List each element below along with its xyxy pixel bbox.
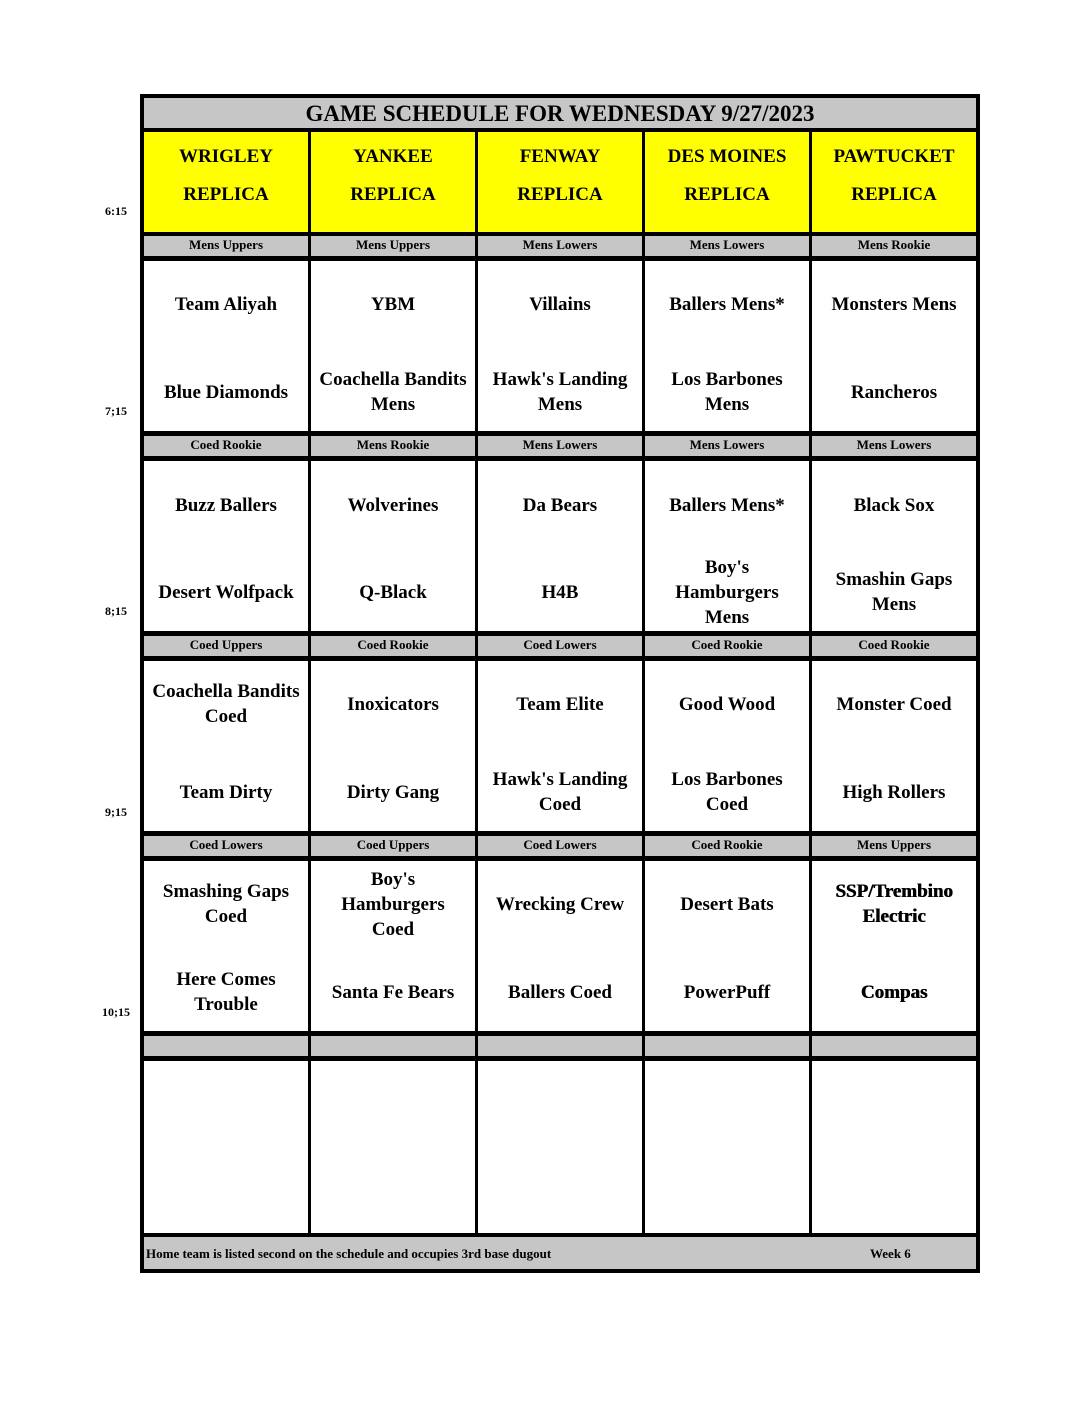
time-label: 9;15 — [105, 805, 127, 819]
game-cell — [645, 261, 809, 431]
venue-subtitle: REPLICA — [684, 184, 770, 205]
game-cell — [478, 1061, 642, 1233]
game-cell — [478, 261, 642, 431]
away-team — [144, 1064, 308, 1144]
game-cell — [311, 661, 475, 831]
game-cell — [645, 461, 809, 631]
division-label: Coed Rookie — [311, 636, 475, 656]
away-team: YBM — [370, 293, 416, 315]
division-label: Mens Lowers — [478, 436, 642, 456]
game-cell — [812, 1061, 976, 1233]
venue-name: YANKEE — [353, 146, 433, 167]
venue-name: WRIGLEY — [179, 146, 273, 167]
venue-name: FENWAY — [519, 146, 601, 167]
time-label: 7;15 — [105, 404, 127, 418]
division-label: Coed Uppers — [144, 636, 308, 656]
away-team — [478, 1064, 642, 1144]
home-team: Q-Black — [359, 581, 427, 603]
game-cell — [144, 861, 308, 1031]
venue-header — [812, 132, 976, 232]
division-label: Coed Rookie — [144, 436, 308, 456]
venue-header — [311, 132, 475, 232]
venue-subtitle: REPLICA — [350, 184, 436, 205]
away-team: Ballers Mens* — [669, 494, 785, 516]
home-team: Rancheros — [850, 381, 938, 403]
division-label — [478, 1036, 642, 1056]
home-team — [812, 1152, 976, 1232]
game-cell — [144, 661, 308, 831]
venue-name: DES MOINES — [667, 146, 787, 167]
away-team: Da Bears — [522, 494, 598, 516]
home-team: Santa Fe Bears — [331, 981, 455, 1003]
division-label: Mens Rookie — [812, 236, 976, 256]
game-cell — [478, 461, 642, 631]
schedule-title: GAME SCHEDULE FOR WEDNESDAY 9/27/2023 — [144, 98, 976, 128]
division-label — [812, 1036, 976, 1056]
away-team: Monster Coed — [836, 693, 952, 715]
schedule-table — [140, 94, 980, 1273]
game-cell — [144, 1061, 308, 1233]
division-label — [144, 1036, 308, 1056]
home-team: H4B — [541, 581, 579, 603]
division-label: Mens Uppers — [812, 836, 976, 856]
away-team: Smashing Gaps Coed — [162, 881, 290, 927]
home-team: Smashin Gaps Mens — [835, 569, 953, 615]
away-team: SSP/Trembino Electric — [835, 881, 953, 927]
game-cell — [311, 1061, 475, 1233]
away-team — [311, 1064, 475, 1144]
division-label: Coed Rookie — [812, 636, 976, 656]
game-cell — [812, 861, 976, 1031]
game-cell — [311, 861, 475, 1031]
division-label: Coed Lowers — [478, 836, 642, 856]
venue-subtitle: REPLICA — [517, 184, 603, 205]
time-label: 10;15 — [102, 1005, 130, 1019]
venue-subtitle: REPLICA — [183, 184, 269, 205]
game-cell — [144, 261, 308, 431]
away-team: Wolverines — [347, 494, 439, 516]
away-team: Ballers Mens* — [669, 293, 785, 315]
game-cell — [311, 261, 475, 431]
home-team: Compas — [860, 981, 928, 1003]
division-label: Mens Lowers — [478, 236, 642, 256]
division-label: Coed Uppers — [311, 836, 475, 856]
home-team: Desert Wolfpack — [158, 581, 294, 603]
division-label: Mens Rookie — [311, 436, 475, 456]
home-team — [311, 1152, 475, 1232]
division-label: Coed Rookie — [645, 836, 809, 856]
away-team: Good Wood — [678, 693, 776, 715]
game-cell — [645, 661, 809, 831]
venue-subtitle: REPLICA — [851, 184, 937, 205]
away-team: Black Sox — [853, 494, 935, 516]
week-label: Week 6 — [870, 1246, 911, 1261]
venue-header — [478, 132, 642, 232]
division-label: Mens Lowers — [645, 436, 809, 456]
game-cell — [478, 861, 642, 1031]
home-team: Team Dirty — [179, 781, 273, 803]
away-team: Boy's Hamburgers Coed — [341, 868, 445, 940]
away-team: Villains — [529, 293, 591, 315]
away-team: Team Aliyah — [174, 293, 278, 315]
venue-name: PAWTUCKET — [833, 146, 955, 167]
away-team — [645, 1064, 809, 1144]
division-label: Coed Lowers — [144, 836, 308, 856]
home-team: Boy's Hamburgers Mens — [675, 556, 779, 628]
home-team: High Rollers — [842, 781, 946, 803]
division-label: Coed Lowers — [478, 636, 642, 656]
away-team: Desert Bats — [680, 893, 774, 915]
home-team: Hawk's Landing Mens — [492, 369, 628, 415]
away-team: Inoxicators — [347, 693, 439, 715]
home-team: Los Barbones Coed — [671, 769, 783, 815]
game-cell — [311, 461, 475, 631]
game-cell — [645, 861, 809, 1031]
division-label — [311, 1036, 475, 1056]
game-cell — [812, 461, 976, 631]
home-team: Blue Diamonds — [163, 381, 289, 403]
home-team: Coachella Bandits Mens — [319, 369, 467, 415]
footer-note: Home team is listed second on the schedule and occupies 3rd base dugout — [146, 1246, 552, 1261]
away-team — [812, 1064, 976, 1144]
game-cell — [144, 461, 308, 631]
home-team — [645, 1152, 809, 1232]
division-label: Mens Lowers — [812, 436, 976, 456]
away-team: Coachella Bandits Coed — [152, 681, 300, 727]
home-team — [478, 1152, 642, 1232]
away-team: Buzz Ballers — [175, 494, 277, 516]
away-team: Monsters Mens — [831, 293, 957, 315]
division-label: Mens Uppers — [144, 236, 308, 256]
away-team: Team Elite — [516, 693, 604, 715]
game-cell — [812, 261, 976, 431]
footer-row — [144, 1237, 976, 1269]
home-team: PowerPuff — [683, 981, 771, 1003]
division-label: Coed Rookie — [645, 636, 809, 656]
home-team: Dirty Gang — [346, 781, 440, 803]
home-team: Here Comes Trouble — [176, 969, 276, 1015]
home-team: Los Barbones Mens — [671, 369, 783, 415]
division-label: Mens Uppers — [311, 236, 475, 256]
time-label: 8;15 — [105, 604, 127, 618]
game-cell — [812, 661, 976, 831]
away-team: Wrecking Crew — [495, 893, 625, 915]
home-team: Hawk's Landing Coed — [492, 769, 628, 815]
game-cell — [478, 661, 642, 831]
time-label: 6:15 — [105, 204, 127, 218]
division-label — [645, 1036, 809, 1056]
division-label: Mens Lowers — [645, 236, 809, 256]
venue-header — [144, 132, 308, 232]
venue-header — [645, 132, 809, 232]
home-team — [144, 1152, 308, 1232]
game-cell — [645, 1061, 809, 1233]
home-team: Ballers Coed — [508, 981, 612, 1003]
